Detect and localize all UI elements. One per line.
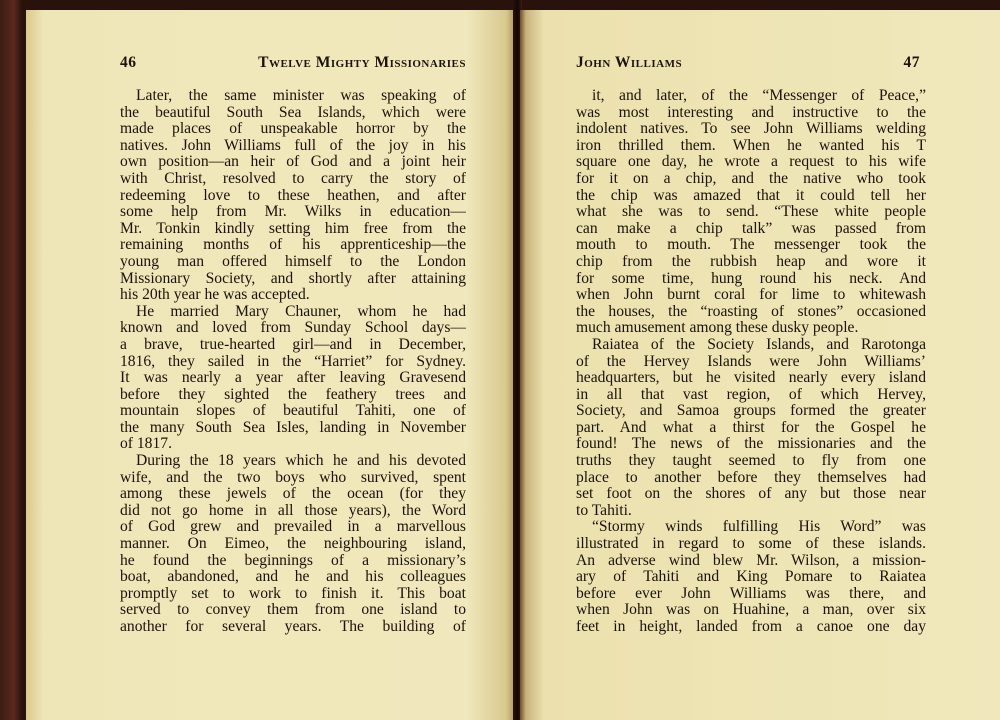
- text-line: when John was on Huahine, a man, over six: [576, 602, 926, 619]
- text-line: served to convey them from one island to: [120, 602, 466, 619]
- left-page-text: [120, 88, 466, 636]
- text-line: redeeming love to these heathen, and after: [120, 187, 466, 204]
- text-line: it, and later, of the “Messenger of Peace,”: [592, 88, 926, 104]
- text-line: It was nearly a year after leaving Gravesend: [120, 370, 466, 387]
- text-line: did not go home in all those years), the Word: [120, 502, 466, 519]
- text-line: Missionary Society, and shortly after attaining: [120, 270, 466, 287]
- text-line: found! The news of the missionaries and the: [576, 436, 926, 453]
- text-line: before ever John Williams was there, and: [576, 585, 926, 602]
- text-line: mouth to mouth. The messenger took the: [576, 237, 926, 254]
- text-line: what she was to send. “These white people: [576, 204, 926, 221]
- book-title-header: Twelve Mighty Missionaries: [258, 54, 466, 71]
- text-line: natives. John Williams full of the joy in his: [120, 137, 466, 154]
- text-line: iron thrilled them. When he wanted his T: [576, 137, 926, 154]
- text-line: wife, and the two boys who survived, spent: [120, 469, 466, 486]
- text-line: he found the beginnings of a missionary’s: [120, 552, 466, 569]
- text-line: the chip was amazed that it could tell her: [576, 187, 926, 204]
- text-line: another for several years. The building of: [120, 619, 466, 635]
- text-line: Society, and Samoa groups formed the greater: [576, 403, 926, 420]
- text-line: promptly set to work to finish it. This boat: [120, 585, 466, 602]
- text-line: the houses, the “roasting of stones” occasioned: [576, 303, 926, 320]
- text-line: the beautiful South Sea Islands, which were: [120, 104, 466, 121]
- text-line: An adverse wind blew Mr. Wilson, a mission-: [576, 552, 926, 569]
- text-line: was most interesting and instructive to the: [576, 104, 926, 121]
- text-line: for some time, hung round his neck. And: [576, 270, 926, 287]
- text-line: for it on a chip, and the native who took: [576, 170, 926, 187]
- text-line: of 1817.: [120, 436, 172, 453]
- text-line: some help from Mr. Wilks in education—: [120, 204, 466, 221]
- text-line: truths they taught seemed to fly from one: [576, 453, 926, 470]
- right-running-head: [576, 54, 920, 72]
- text-line: chip from the rubbish heap and wore it: [576, 253, 926, 270]
- page-number: 47: [903, 54, 920, 71]
- text-line: young man offered himself to the London: [120, 253, 466, 270]
- page-number: 46: [120, 54, 137, 71]
- text-line: remaining months of his apprenticeship—the: [120, 237, 466, 254]
- text-line: mountain slopes of beautiful Tahiti, one of: [120, 403, 466, 420]
- text-line: headquarters, but he visited nearly every island: [576, 370, 926, 387]
- text-line: of the Hervey Islands were John Williams’: [576, 353, 926, 370]
- text-line: in all that vast region, of which Hervey,: [576, 386, 926, 403]
- text-line: made places of unspeakable horror by the: [120, 121, 466, 138]
- text-line: before they sighted the feathery trees and: [120, 386, 466, 403]
- text-line: boat, abandoned, and he and his colleagues: [120, 569, 466, 586]
- text-line: square one day, he wrote a request to his wife: [576, 154, 926, 171]
- text-line: “Stormy winds fulfilling His Word” was: [592, 519, 926, 536]
- text-line: Raiatea of the Society Islands, and Rarotonga: [592, 336, 926, 353]
- text-line: feet in height, landed from a canoe one day: [576, 619, 926, 635]
- text-line: ary of Tahiti and King Pomare to Raiatea: [576, 569, 926, 586]
- text-line: During the 18 years which he and his devoted: [136, 453, 466, 470]
- text-line: among these jewels of the ocean (for they: [120, 486, 466, 503]
- text-line: his 20th year he was accepted.: [120, 287, 310, 304]
- text-line: known and loved from Sunday School days—: [120, 320, 466, 337]
- text-line: Later, the same minister was speaking of: [136, 88, 466, 104]
- text-line: illustrated in regard to some of these islands.: [576, 536, 926, 553]
- text-line: place to another before they themselves had: [576, 469, 926, 486]
- text-line: indolent natives. To see John Williams welding: [576, 121, 926, 138]
- chapter-title-header: John Williams: [576, 54, 683, 71]
- left-running-head: [120, 54, 466, 72]
- text-line: to Tahiti.: [576, 502, 632, 519]
- text-line: set foot on the shores of any but those near: [576, 486, 926, 503]
- left-page: [26, 10, 516, 720]
- right-page-text: [576, 88, 926, 636]
- text-line: much amusement among these dusky people.: [576, 320, 859, 337]
- text-line: manner. On Eimeo, the neighbouring island,: [120, 536, 466, 553]
- right-page: [520, 10, 1000, 720]
- text-line: 1816, they sailed in the “Harriet” for Sydney.: [120, 353, 466, 370]
- text-line: can make a chip talk” was passed from: [576, 220, 926, 237]
- text-line: the many South Sea Isles, landing in November: [120, 419, 466, 436]
- text-line: when John burnt coral for lime to whitewash: [576, 287, 926, 304]
- text-line: He married Mary Chauner, whom he had: [136, 303, 466, 320]
- text-line: Mr. Tonkin kindly setting him free from the: [120, 220, 466, 237]
- text-line: with Christ, resolved to carry the story of: [120, 170, 466, 187]
- text-line: part. And what a thirst for the Gospel he: [576, 419, 926, 436]
- text-line: own position—an heir of God and a joint heir: [120, 154, 466, 171]
- text-line: a brave, true-hearted girl—and in December,: [120, 336, 466, 353]
- text-line: of God grew and prevailed in a marvellous: [120, 519, 466, 536]
